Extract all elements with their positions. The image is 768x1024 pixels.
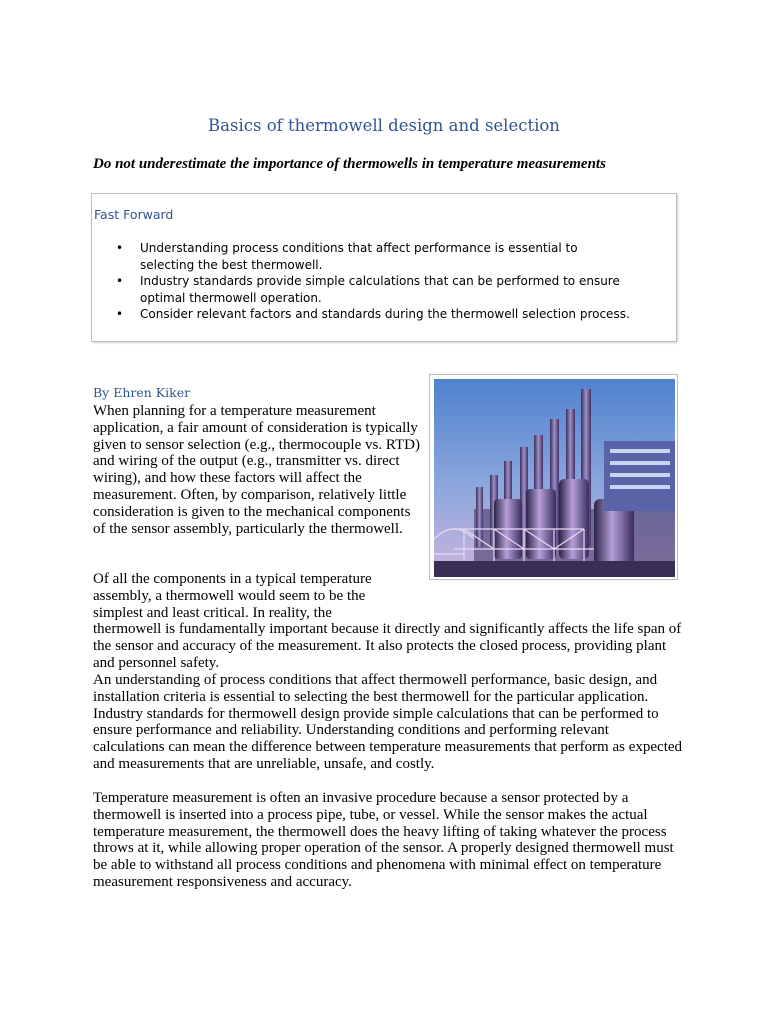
list-item	[92, 273, 630, 306]
body-paragraph-2	[93, 571, 683, 672]
body-paragraph-1: When planning for a temperature measurement application, a fair amount of consideration is typically given to sensor selection (e.g., thermocouple vs. RTD) and wiring of the output (e.g., transmitter vs. direct wiring), and how these factors will affect the measurement. Often, by comparison, relatively little consideration is given to the mechanical components of the sensor assembly, particularly the thermowell.	[93, 403, 420, 537]
author-byline: By Ehren Kiker	[93, 385, 191, 400]
list-item	[92, 240, 630, 273]
refinery-image	[434, 379, 675, 577]
photo-wrap-spacer	[383, 571, 683, 605]
body-paragraph-2-text: Of all the components in a typical temperature assembly, a thermowell would seem to be the simplest and least critical. In reality, the thermowell is fundamentally important because it directly and significantly affects the life span of the sensor and accuracy of the measurement. It also protects the closed process, providing plant and personnel safety.	[93, 571, 682, 671]
list-item-text: Industry standards provide simple calculations that can be performed to ensure optimal thermowell operation.	[140, 274, 620, 305]
list-item	[92, 306, 630, 323]
fast-forward-heading: Fast Forward	[94, 207, 174, 222]
body-paragraph-3: An understanding of process conditions that affect thermowell performance, basic design, and installation criteria is essential to selecting the best thermowell for the particular application. Industry standards for thermowell design provide simple calculations that can be performed to ensure performance and reliability. Understanding conditions and performing relevant calculations can mean the difference between temperature measurements that perform as expected and measurements that are unreliable, unsafe, and costly.	[93, 672, 683, 772]
body-paragraph-4: Temperature measurement is often an invasive procedure because a sensor protected by a thermowell is inserted into a process pipe, tube, or vessel. While the sensor makes the actual temperature measurement, the thermowell does the heavy lifting of taking whatever the process throws at it, while allowing proper operation of the sensor. A properly designed thermowell must be able to withstand all process conditions and phenomena with minimal effect on temperature measurement responsiveness and accuracy.	[93, 790, 674, 890]
article-title: Basics of thermowell design and selection	[208, 116, 560, 135]
bullet-icon: •	[116, 307, 124, 321]
bullet-icon: •	[116, 241, 124, 255]
bullet-icon: •	[116, 274, 124, 288]
list-item-text: Understanding process conditions that affect performance is essential to selecting the best thermowell.	[140, 241, 578, 272]
plant-photo	[429, 374, 678, 580]
article-subtitle: Do not underestimate the importance of thermowells in temperature measurements	[93, 156, 606, 172]
fast-forward-box	[91, 193, 677, 342]
fast-forward-list	[92, 240, 630, 323]
list-item-text: Consider relevant factors and standards during the thermowell selection process.	[140, 307, 630, 321]
building	[604, 441, 675, 511]
